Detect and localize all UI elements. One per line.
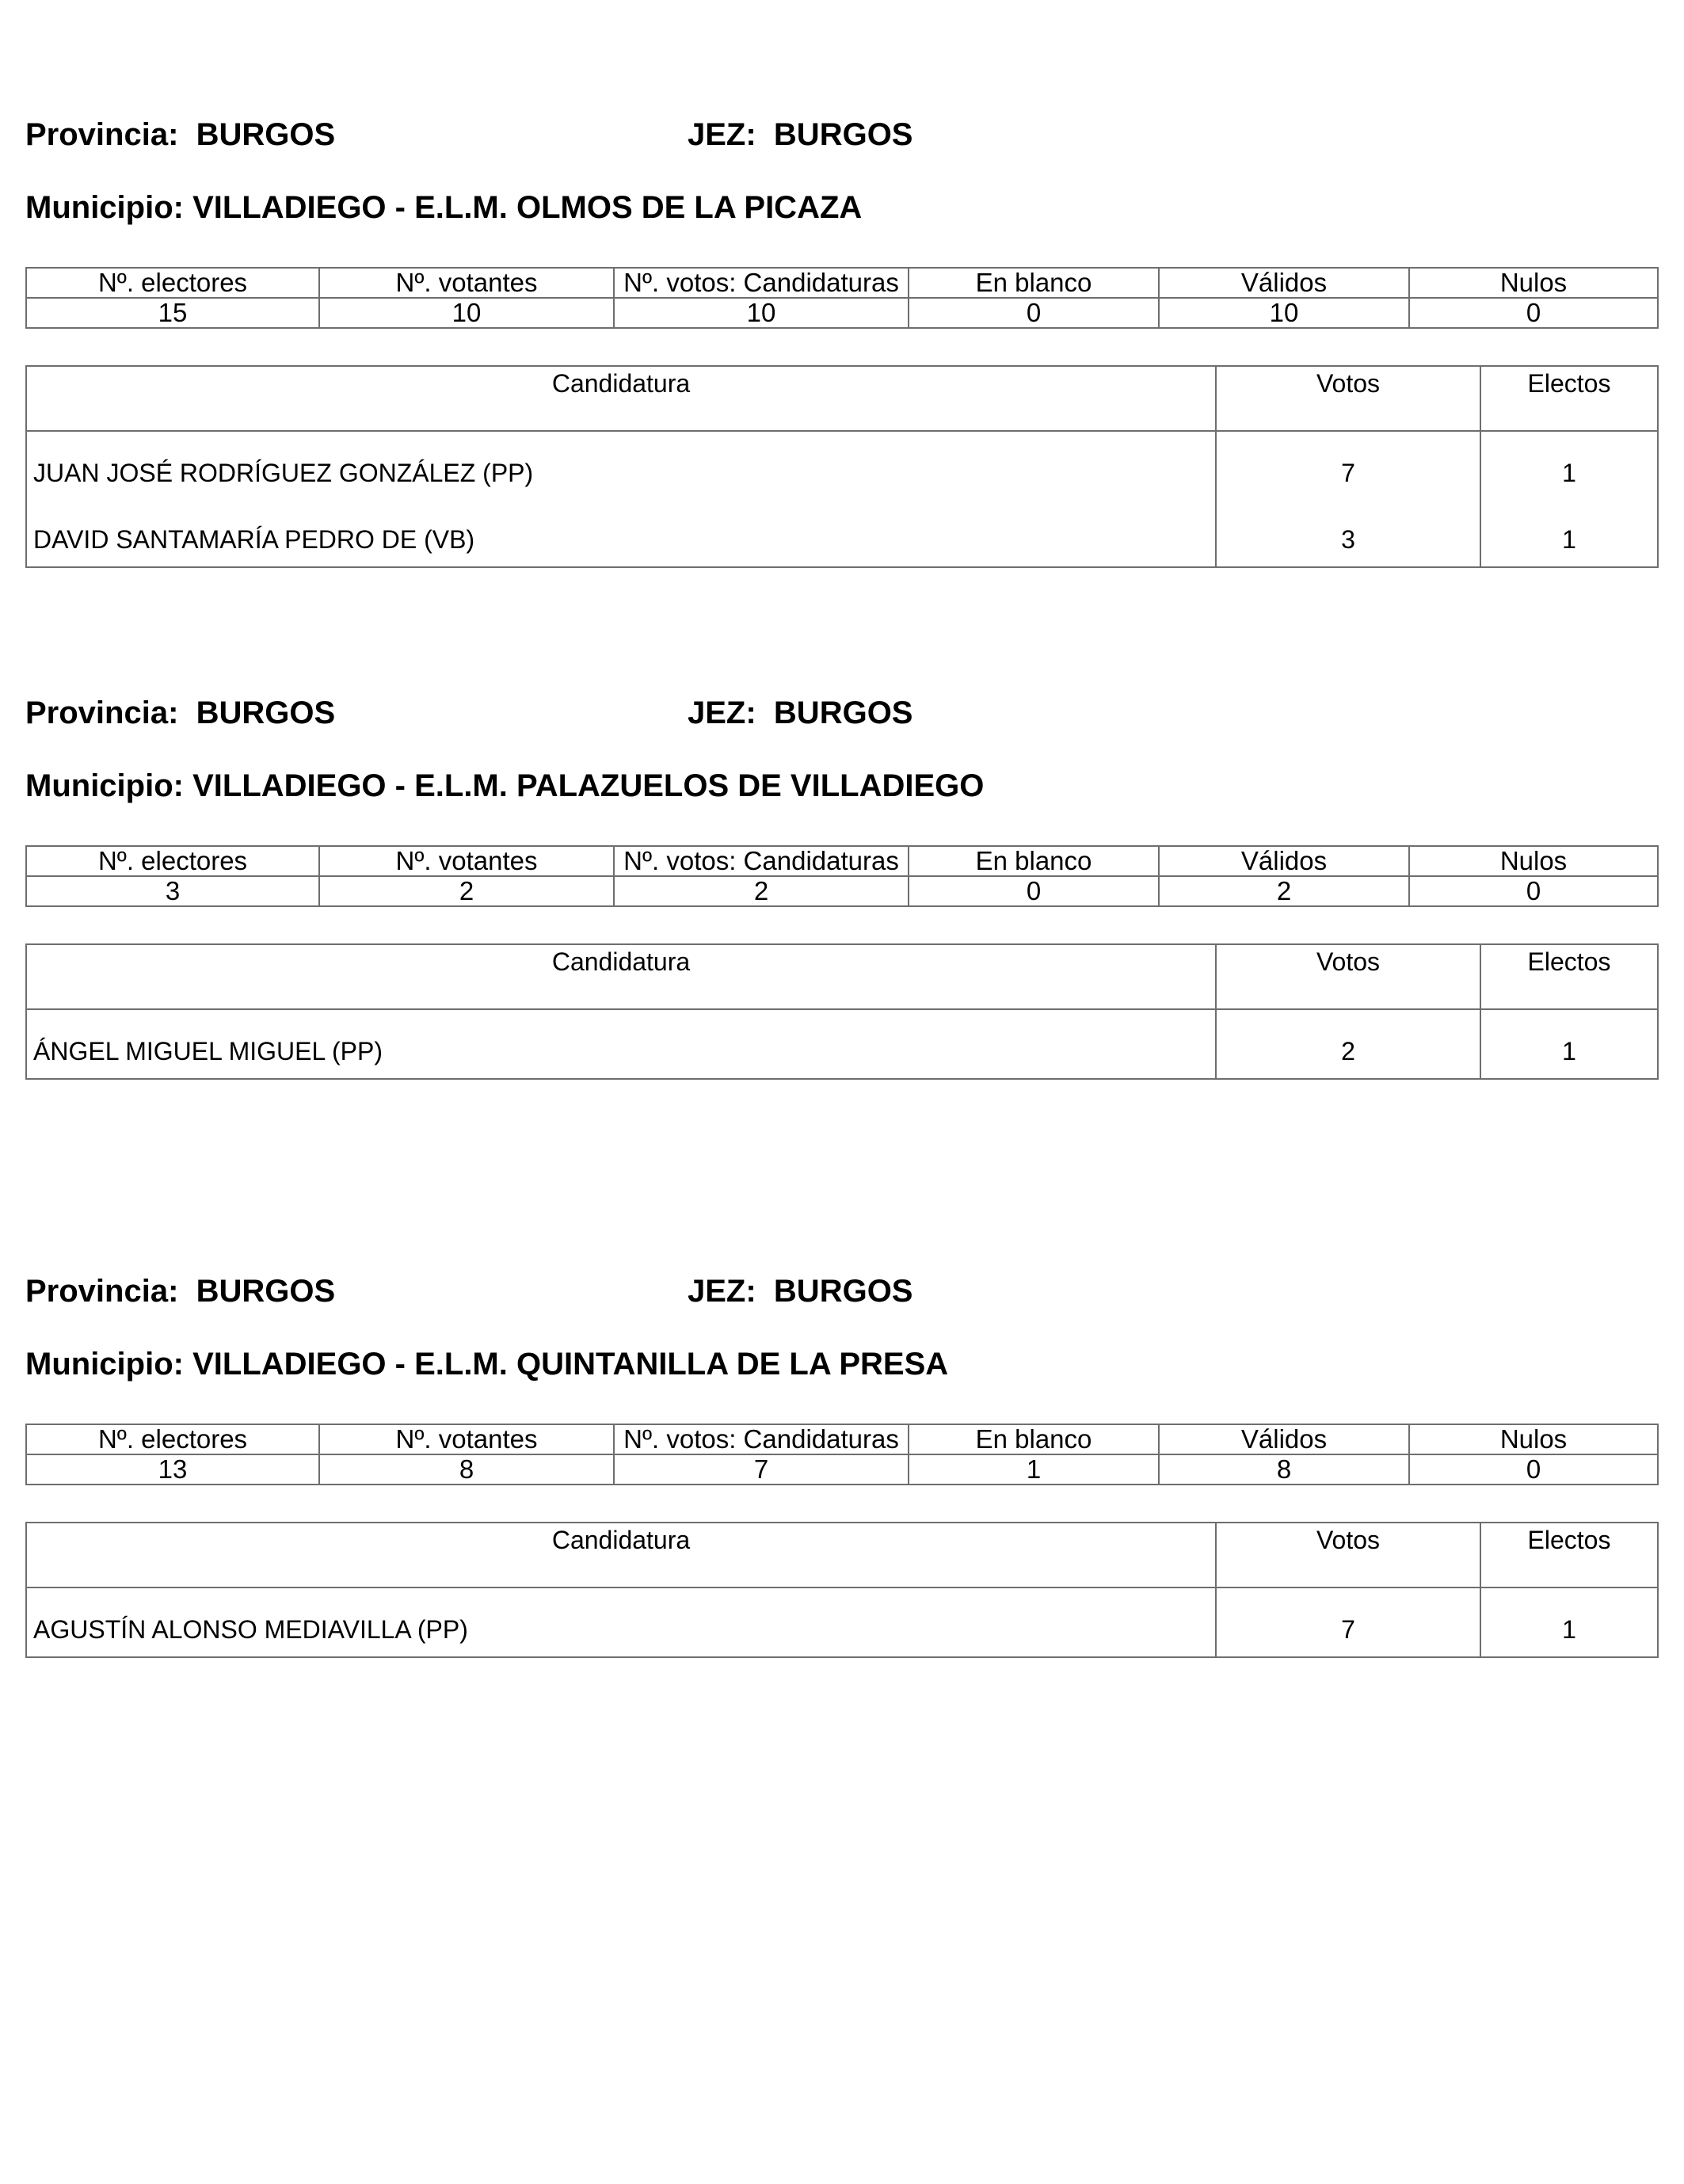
candidate-electos: 1 xyxy=(1562,1037,1576,1065)
stats-header-validos: Válidos xyxy=(1159,846,1409,876)
stats-value-validos: 2 xyxy=(1159,876,1409,906)
stats-value-en-blanco: 0 xyxy=(909,876,1159,906)
candidate-votos: 2 xyxy=(1341,1037,1355,1065)
candidates-header-row xyxy=(26,1523,1658,1587)
candidate-names-cell xyxy=(26,431,1216,567)
stats-value-votos-candidaturas: 10 xyxy=(614,298,909,328)
candidate-electos: 1 xyxy=(1562,525,1576,554)
candidate-votos-cell xyxy=(1216,431,1480,567)
stats-header-row xyxy=(26,846,1658,876)
candidates-table xyxy=(25,365,1659,568)
section-quintanilla-de-la-presa xyxy=(25,1271,1657,1658)
stats-value-electores: 15 xyxy=(26,298,319,328)
header-candidatura: Candidatura xyxy=(26,1523,1216,1587)
stats-header-validos: Válidos xyxy=(1159,268,1409,298)
candidate-electos-cell xyxy=(1480,1009,1658,1079)
candidates-header-row xyxy=(26,944,1658,1009)
candidate-votos-cell xyxy=(1216,1587,1480,1657)
jez-label: JEZ: xyxy=(688,696,756,730)
stats-header-electores: Nº. electores xyxy=(26,268,319,298)
stats-value-validos: 10 xyxy=(1159,298,1409,328)
candidate-votos: 7 xyxy=(1341,1615,1355,1644)
stats-header-votantes: Nº. votantes xyxy=(319,846,614,876)
candidate-electos-cell xyxy=(1480,431,1658,567)
stats-header-votos-candidaturas: Nº. votos: Candidaturas xyxy=(614,1424,909,1454)
stats-value-votantes: 2 xyxy=(319,876,614,906)
candidate-electos: 1 xyxy=(1562,459,1576,487)
candidate-names-cell xyxy=(26,1009,1216,1079)
province-header xyxy=(25,693,1657,733)
municipio-header xyxy=(25,1344,1657,1384)
stats-table xyxy=(25,845,1659,907)
municipio-label: Municipio: xyxy=(25,1347,184,1382)
provincia-value: BURGOS xyxy=(196,117,336,152)
stats-header-row xyxy=(26,268,1658,298)
stats-value-votantes: 8 xyxy=(319,1454,614,1485)
candidates-body-row xyxy=(26,1587,1658,1657)
stats-value-validos: 8 xyxy=(1159,1454,1409,1485)
stats-value-row xyxy=(26,876,1658,906)
stats-header-en-blanco: En blanco xyxy=(909,268,1159,298)
candidates-header-row xyxy=(26,366,1658,431)
provincia-value: BURGOS xyxy=(196,696,336,730)
candidate-name: ÁNGEL MIGUEL MIGUEL (PP) xyxy=(33,1037,383,1065)
provincia-label: Provincia: xyxy=(25,117,179,152)
stats-header-validos: Válidos xyxy=(1159,1424,1409,1454)
stats-value-nulos: 0 xyxy=(1409,298,1658,328)
stats-header-votantes: Nº. votantes xyxy=(319,268,614,298)
stats-header-votos-candidaturas: Nº. votos: Candidaturas xyxy=(614,846,909,876)
stats-header-votos-candidaturas: Nº. votos: Candidaturas xyxy=(614,268,909,298)
provincia-label: Provincia: xyxy=(25,696,179,730)
header-electos: Electos xyxy=(1480,944,1658,1009)
stats-header-en-blanco: En blanco xyxy=(909,1424,1159,1454)
stats-value-nulos: 0 xyxy=(1409,876,1658,906)
stats-header-en-blanco: En blanco xyxy=(909,846,1159,876)
stats-value-electores: 13 xyxy=(26,1454,319,1485)
province-header xyxy=(25,1271,1657,1311)
stats-value-votos-candidaturas: 7 xyxy=(614,1454,909,1485)
municipio-header xyxy=(25,766,1657,806)
province-header xyxy=(25,115,1657,154)
municipio-label: Municipio: xyxy=(25,190,184,225)
stats-value-nulos: 0 xyxy=(1409,1454,1658,1485)
stats-header-nulos: Nulos xyxy=(1409,846,1658,876)
municipio-value: VILLADIEGO - E.L.M. PALAZUELOS DE VILLADIEGO xyxy=(192,768,985,803)
candidates-table xyxy=(25,943,1659,1080)
section-olmos-de-la-picaza xyxy=(25,115,1657,568)
stats-header-row xyxy=(26,1424,1658,1454)
stats-value-en-blanco: 1 xyxy=(909,1454,1159,1485)
stats-value-en-blanco: 0 xyxy=(909,298,1159,328)
stats-table xyxy=(25,1424,1659,1485)
stats-value-row xyxy=(26,298,1658,328)
header-votos: Votos xyxy=(1216,366,1480,431)
municipio-value: VILLADIEGO - E.L.M. OLMOS DE LA PICAZA xyxy=(192,190,863,225)
candidate-name: DAVID SANTAMARÍA PEDRO DE (VB) xyxy=(33,525,475,554)
header-candidatura: Candidatura xyxy=(26,366,1216,431)
candidate-votos: 3 xyxy=(1341,525,1355,554)
stats-header-nulos: Nulos xyxy=(1409,268,1658,298)
candidate-electos-cell xyxy=(1480,1587,1658,1657)
stats-value-votos-candidaturas: 2 xyxy=(614,876,909,906)
header-candidatura: Candidatura xyxy=(26,944,1216,1009)
stats-table xyxy=(25,267,1659,329)
candidate-names-cell xyxy=(26,1587,1216,1657)
jez-block xyxy=(688,1271,913,1311)
provincia-value: BURGOS xyxy=(196,1274,336,1309)
stats-value-votantes: 10 xyxy=(319,298,614,328)
candidates-table xyxy=(25,1522,1659,1658)
header-electos: Electos xyxy=(1480,1523,1658,1587)
stats-header-votantes: Nº. votantes xyxy=(319,1424,614,1454)
candidates-body-row xyxy=(26,1009,1658,1079)
candidate-electos: 1 xyxy=(1562,1615,1576,1644)
jez-block xyxy=(688,693,913,733)
header-votos: Votos xyxy=(1216,944,1480,1009)
candidate-votos-cell xyxy=(1216,1009,1480,1079)
municipio-label: Municipio: xyxy=(25,768,184,803)
header-electos: Electos xyxy=(1480,366,1658,431)
jez-value: BURGOS xyxy=(773,117,913,152)
stats-header-nulos: Nulos xyxy=(1409,1424,1658,1454)
jez-label: JEZ: xyxy=(688,117,756,152)
header-votos: Votos xyxy=(1216,1523,1480,1587)
municipio-header xyxy=(25,188,1657,227)
section-palazuelos-de-villadiego xyxy=(25,693,1657,1080)
stats-header-electores: Nº. electores xyxy=(26,1424,319,1454)
stats-value-electores: 3 xyxy=(26,876,319,906)
jez-value: BURGOS xyxy=(773,1274,913,1309)
jez-block xyxy=(688,115,913,154)
municipio-value: VILLADIEGO - E.L.M. QUINTANILLA DE LA PRESA xyxy=(192,1347,949,1382)
jez-value: BURGOS xyxy=(773,696,913,730)
stats-header-electores: Nº. electores xyxy=(26,846,319,876)
candidate-name: AGUSTÍN ALONSO MEDIAVILLA (PP) xyxy=(33,1615,468,1644)
provincia-label: Provincia: xyxy=(25,1274,179,1309)
candidate-votos: 7 xyxy=(1341,459,1355,487)
stats-value-row xyxy=(26,1454,1658,1485)
candidate-name: JUAN JOSÉ RODRÍGUEZ GONZÁLEZ (PP) xyxy=(33,459,534,487)
candidates-body-row xyxy=(26,431,1658,567)
jez-label: JEZ: xyxy=(688,1274,756,1309)
